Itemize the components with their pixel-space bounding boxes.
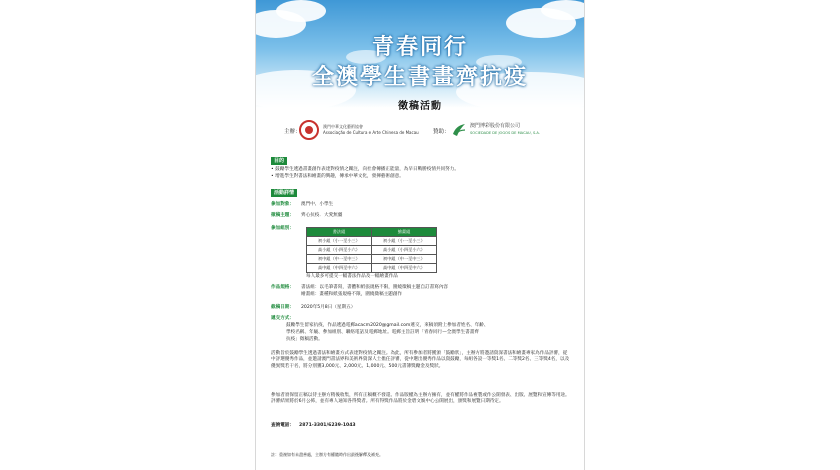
organizer-name-zh: 澳門中華文化藝術協會	[323, 124, 363, 129]
deadline-label: 截稿日期：	[271, 305, 294, 310]
cloud	[276, 0, 326, 22]
groups-cell: 高中組（中四至中六）	[372, 264, 437, 273]
participants-value: 澳門中、小學生	[301, 202, 334, 207]
groups-cell: 初小組（小一至小三）	[372, 237, 437, 246]
organizer-name-pt: Associação de Cultura e Arte Chinesa de Macau	[323, 130, 419, 135]
groups-cell: 高小組（小四至小六）	[307, 246, 372, 255]
groups-cell: 初小組（小一至小三）	[307, 237, 372, 246]
footnote: 註：重複如有未盡善處，主辦方有權隨時作出最後解釋及補充。	[271, 452, 383, 457]
groups-table	[306, 227, 437, 273]
groups-label: 參加組別：	[271, 226, 294, 231]
poster-title-line1: 青春同行	[371, 35, 468, 60]
submit-line: 學校名稱、年級、參加組別、聯絡電話及電郵地址。電郵主旨註明「青春同行—全澳學生書畫齊	[286, 330, 479, 335]
poster-title-line2: 全澳學生書畫齊抗疫	[311, 65, 528, 90]
groups-header: 繪畫組	[372, 228, 437, 237]
phone-value: 2871-3301/6239-1043	[299, 423, 356, 428]
sponsor-label: 贊助：	[433, 129, 450, 135]
submit-label: 遞交方式：	[271, 316, 294, 321]
deadline-value: 2020年5月8日（星期五）	[301, 305, 356, 310]
spec-line: 書法組：以毛筆書寫，書體和紙張規格不限，圍繞徵稿主題自訂書寫內容	[301, 285, 449, 290]
poster	[255, 0, 585, 470]
purpose-item: • 增進學生對書法和繪畫的興趣，傳承中華文化，發揮藝術創意。	[271, 174, 404, 179]
details-heading: 活動詳情	[271, 189, 297, 197]
cloud	[541, 0, 585, 20]
theme-value: 齊心抗疫．大愛無疆	[301, 213, 343, 218]
purpose-heading: 目的	[271, 157, 287, 165]
submit-line: 抗疫」徵稿活動。	[286, 337, 323, 342]
organizers-row	[256, 118, 584, 144]
groups-note: 每人最多可提交一幅書法作品及一幅繪畫作品	[306, 274, 398, 279]
groups-cell: 高中組（中四至中六）	[307, 264, 372, 273]
organizer-seal-icon	[299, 120, 319, 140]
purpose-item: • 鼓勵學生透過書畫創作表達對疫情之關注，向社會傳播正能量，為早日戰勝疫情共同努力。	[271, 167, 459, 172]
groups-cell: 初中組（中一至中三）	[307, 255, 372, 264]
participants-label: 參加對象：	[271, 202, 294, 207]
spec-line: 繪畫組：畫種和紙張規格不限，圍繞徵稿主題創作	[301, 292, 403, 297]
groups-cell: 初中組（中一至中三）	[372, 255, 437, 264]
sponsor-name-pt: SOCIEDADE DE JOGOS DE MACAU, S.A.	[470, 131, 540, 135]
groups-header: 書法組	[307, 228, 372, 237]
submit-line: 鼓勵學生留家抗疫，作品透過電郵acacm2020@gmail.com遞交，來稿須附上參加者姓名、年齡、	[286, 323, 489, 328]
poster-subtitle: 徵稿活動	[398, 101, 442, 112]
spec-label: 作品規格：	[271, 285, 294, 290]
sponsor-name-zh: 澳門博彩股份有限公司	[470, 123, 521, 129]
phone-label: 查詢電話：	[271, 423, 294, 428]
theme-label: 徵稿主題：	[271, 213, 294, 218]
groups-cell: 高小組（小四至小六）	[372, 246, 437, 255]
paragraph-awards: 活動旨於鼓勵學生透過書法和繪畫方式表達對疫情之關注。為此，所有參加者將獲頒「鼓勵狀」，主辦方將邀請資深書法和繪畫專家為作品評審，從中評選優秀作品，並邀請澳門書法界和美術界資深人士擔任評審，從中選出優秀作品以資鼓勵，每組各設一等獎1名、二等獎2名、三等獎4名，以及優異獎若干名，將分別獲3,000元、2,000元、1,000元、500元書簿獎勵金及獎狀。	[271, 351, 570, 369]
organizer-label: 主辦：	[284, 129, 301, 135]
sjm-logo-icon	[451, 122, 467, 138]
paragraph-copyright: 參加者須保留正稿以待主辦方稍後收集，所有正稿概不發還。作品版權為主辦方擁有，並有權將作品複製或作公開發表、出版、展覽和宣傳等用途。評審結果將於6月公佈，並有專人通知各得獎者。所有得獎作品將於金碧文娛中心公開展出，頒獎和展覽日期待定。	[271, 393, 570, 405]
